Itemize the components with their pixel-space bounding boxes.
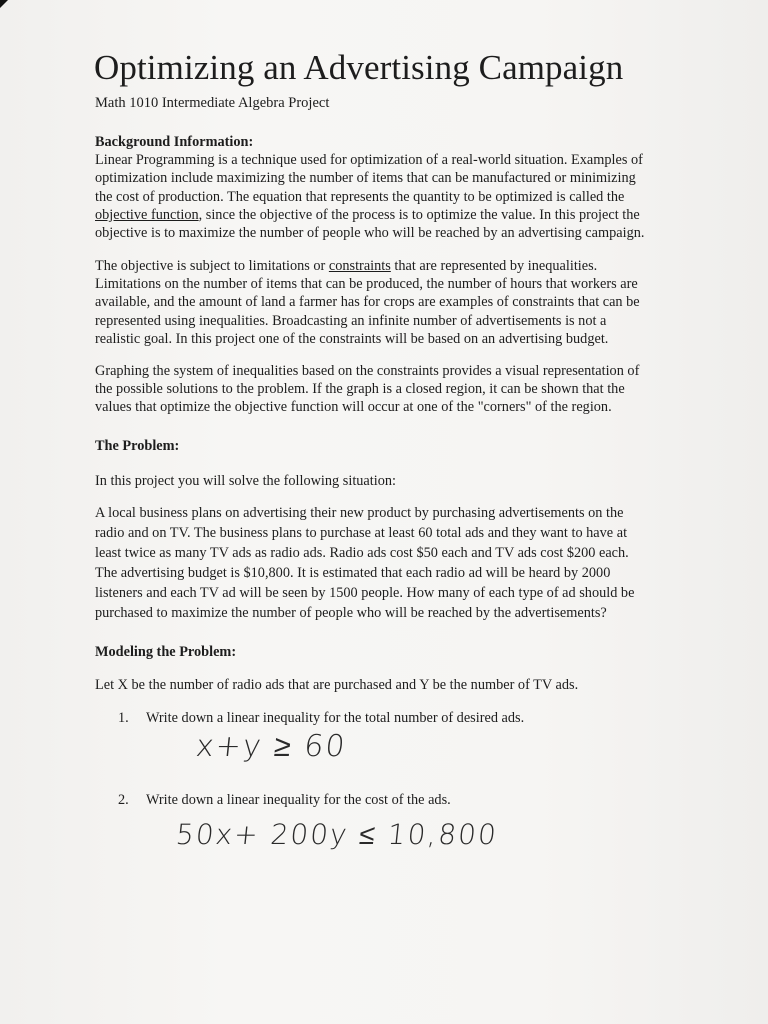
background-paragraph-2 (95, 257, 685, 348)
question-number: 2. (118, 792, 129, 808)
problem-line: least twice as many TV ads as radio ads. Radio ads cost $50 each and TV ads cost $200 each. (95, 545, 629, 561)
modeling-heading-block (95, 643, 685, 661)
background-p3-line: Graphing the system of inequalities based on the constraints provides a visual representation of (95, 363, 640, 379)
background-p2-line: The objective is subject to limitations or constraints that are represented by inequalities. (95, 258, 598, 274)
modeling-heading: Modeling the Problem: (95, 644, 237, 660)
scan-corner-mark (0, 0, 8, 8)
page-subtitle: Math 1010 Intermediate Algebra Project (95, 95, 330, 111)
question-1 (118, 709, 524, 727)
background-p3-line: values that optimize the objective function will occur at one of the "corners" of the region. (95, 399, 612, 416)
question-text: Write down a linear inequality for the total number of desired ads. (146, 710, 525, 726)
problem-line: A local business plans on advertising their new product by purchasing advertisements on the (95, 505, 624, 521)
background-p2-line: available, and the amount of land a farmer has for crops are examples of constraints that can be (95, 294, 640, 311)
background-p1-line: objective function, since the objective of the process is to optimize the value. In this project the (95, 206, 640, 223)
background-p3-line: the possible solutions to the problem. If the graph is a closed region, it can be shown that the (95, 381, 625, 398)
background-p2-line: realistic goal. In this project one of the constraints will be based on an advertising budget. (95, 330, 609, 347)
handwritten-answer-1: x+y ≥ 60 (194, 729, 349, 764)
problem-line: radio and on TV. The business plans to purchase at least 60 total ads and they want to have at (95, 525, 628, 541)
background-p1-line: optimization include maximizing the number of items that can be manufactured or minimizing (95, 170, 636, 187)
problem-line: purchased to maximize the number of people who will be reached by the advertisements? (95, 605, 607, 621)
question-2 (118, 791, 451, 809)
problem-heading-block (95, 437, 685, 455)
problem-heading: The Problem: (95, 438, 180, 454)
problem-line: The advertising budget is $10,800. It is estimated that each radio ad will be heard by 2000 (95, 565, 611, 581)
page-title: Optimizing an Advertising Campaign (94, 48, 624, 87)
background-section (95, 133, 685, 242)
background-p2-line: Limitations on the number of items that can be produced, the number of hours that workers are (95, 276, 638, 293)
problem-line: listeners and each TV ad will be seen by 1500 people. How many of each type of ad should be (95, 585, 635, 601)
background-heading: Background Information: (95, 134, 254, 150)
constraints-term: constraints (328, 258, 391, 274)
modeling-intro: Let X be the number of radio ads that are purchased and Y be the number of TV ads. (95, 677, 579, 693)
background-p1-line: the cost of production. The equation that represents the quantity to be optimized is called the (95, 188, 625, 205)
background-p1-line: objective is to maximize the number of people who will be reached by an advertising campaign. (95, 225, 645, 242)
problem-intro: In this project you will solve the following situation: (95, 473, 396, 489)
handwritten-answer-2: 50x+ 200y ≤ 10,800 (174, 818, 500, 851)
background-p2-line: represented using inequalities. Broadcasting an infinite number of advertisements is not a (95, 312, 607, 329)
background-p1-line: Linear Programming is a technique used for optimization of a real-world situation. Examples of (95, 152, 643, 169)
question-number: 1. (118, 710, 129, 726)
problem-intro-block (95, 472, 685, 490)
question-text: Write down a linear inequality for the cost of the ads. (146, 792, 451, 808)
background-paragraph-3 (95, 362, 685, 417)
modeling-intro-block (95, 676, 685, 694)
objective-function-term: objective function (95, 206, 199, 223)
problem-paragraph (95, 503, 685, 623)
